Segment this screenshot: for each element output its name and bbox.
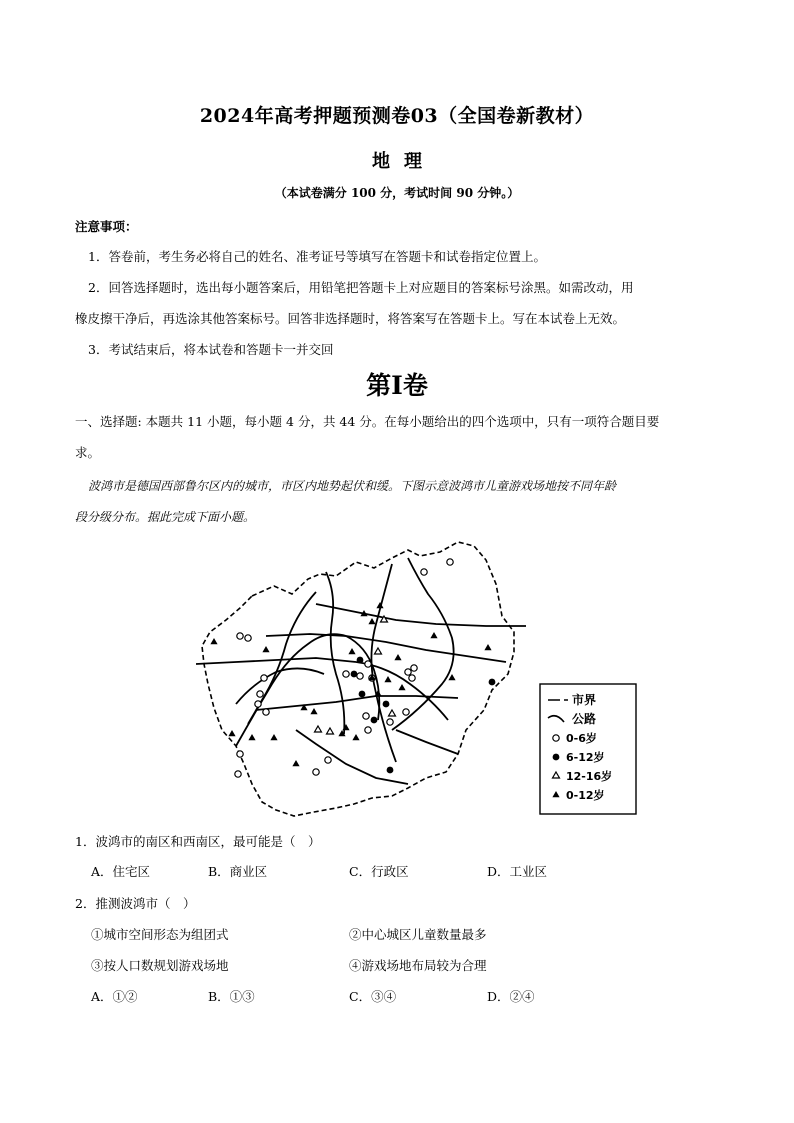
q1-option-d[interactable]: D．工业区	[487, 864, 548, 879]
marker-0-6	[357, 673, 363, 679]
marker-0-6	[447, 559, 453, 565]
marker-0-6	[387, 719, 393, 725]
marker-6-12	[359, 691, 366, 698]
marker-0-12	[228, 730, 235, 736]
section-instructions-cont: 求。	[75, 445, 101, 460]
marker-0-6	[409, 675, 415, 681]
marker-0-12	[384, 676, 391, 682]
marker-6-12	[371, 717, 378, 724]
marker-0-12	[352, 734, 359, 740]
marker-0-6	[405, 669, 411, 675]
marker-0-6	[313, 769, 319, 775]
marker-0-12	[248, 734, 255, 740]
marker-6-12	[383, 701, 390, 708]
q2-option-a[interactable]: A．①②	[91, 989, 138, 1004]
section-instructions: 一、选择题: 本题共 11 小题，每小题 4 分，共 44 分。在每小题给出的四个选项中，只有一项符合题目要	[75, 414, 660, 429]
markers-0-12	[210, 602, 491, 766]
marker-6-12	[357, 657, 364, 664]
legend-age-12-16: 12-16岁	[566, 770, 613, 783]
marker-0-6	[261, 675, 267, 681]
marker-0-12	[310, 708, 317, 714]
marker-0-6	[421, 569, 427, 575]
marker-0-6	[245, 635, 251, 641]
marker-0-6	[237, 751, 243, 757]
marker-0-6	[363, 713, 369, 719]
legend-city-boundary: 市界	[572, 693, 597, 707]
marker-0-6	[343, 671, 349, 677]
map-legend	[540, 684, 636, 814]
q2-statement-2: ②中心城区儿童数量最多	[349, 927, 487, 942]
legend-age-6-12: 6-12岁	[566, 751, 605, 764]
passage: 波鸿市是德国西部鲁尔区内的城市，市区内地势起伏和缓。下图示意波鸿市儿童游戏场地按不同年龄	[88, 479, 617, 493]
marker-0-12	[270, 734, 277, 740]
q2-statement-4: ④游戏场地布局较为合理	[349, 958, 487, 973]
question-2-stem: 2．推测波鸿市（ ）	[75, 896, 196, 911]
exam-info: （本试卷满分 100 分，考试时间 90 分钟。）	[274, 186, 520, 200]
legend-road: 公路	[572, 712, 597, 726]
marker-0-12	[368, 618, 375, 624]
q1-option-a[interactable]: A．住宅区	[91, 864, 151, 879]
subject-title: 地理	[372, 151, 436, 172]
notes-heading: 注意事项：	[75, 219, 138, 234]
question-1-stem: 1．波鸿市的南区和西南区，最可能是（ ）	[75, 834, 321, 849]
q2-statement-1: ①城市空间形态为组团式	[91, 927, 229, 942]
marker-12-16	[327, 728, 334, 734]
marker-0-6	[365, 661, 371, 667]
marker-0-6	[235, 771, 241, 777]
marker-0-6	[263, 709, 269, 715]
marker-0-6	[237, 633, 243, 639]
legend-6-12-symbol	[553, 754, 560, 761]
marker-0-12	[448, 674, 455, 680]
q1-option-b[interactable]: B．商业区	[208, 864, 268, 879]
exam-title: 2024年高考押题预测卷03（全国卷新教材）	[199, 105, 595, 127]
note-2: 2．回答选择题时，选出每小题答案后，用铅笔把答题卡上对应题目的答案标号涂黑。如需改动，用	[88, 280, 634, 295]
note-2-continued: 橡皮擦干净后，再选涂其他答案标号。回答非选择题时，将答案写在答题卡上。写在本试卷上无效。	[75, 311, 626, 326]
q2-option-c[interactable]: C．③④	[349, 989, 397, 1004]
marker-0-6	[411, 665, 417, 671]
q2-statement-3: ③按人口数规划游戏场地	[91, 958, 229, 973]
marker-6-12	[351, 671, 358, 678]
note-1: 1．答卷前，考生务必将自己的姓名、准考证号等填写在答题卡和试卷指定位置上。	[88, 249, 546, 264]
legend-0-6-symbol	[553, 735, 559, 741]
legend-age-0-6: 0-6岁	[566, 732, 597, 745]
q2-option-b[interactable]: B．①③	[208, 989, 255, 1004]
marker-12-16	[315, 726, 322, 732]
note-3: 3．考试结束后，将本试卷和答题卡一并交回	[88, 342, 334, 357]
marker-12-16	[389, 710, 396, 716]
marker-6-12	[387, 767, 394, 774]
marker-0-12	[210, 638, 217, 644]
markers-0-6	[235, 559, 453, 777]
marker-0-6	[257, 691, 263, 697]
marker-0-12	[262, 646, 269, 652]
marker-0-12	[348, 648, 355, 654]
marker-12-16	[375, 648, 382, 654]
marker-0-12	[430, 632, 437, 638]
marker-0-6	[365, 727, 371, 733]
marker-0-12	[484, 644, 491, 650]
bochum-playground-map	[196, 534, 646, 820]
marker-6-12	[489, 679, 496, 686]
marker-0-12	[398, 684, 405, 690]
marker-0-12	[292, 760, 299, 766]
marker-0-6	[255, 701, 261, 707]
roads	[196, 558, 526, 784]
volume-heading: 第Ⅰ卷	[366, 371, 428, 400]
q2-option-d[interactable]: D．②④	[487, 989, 535, 1004]
marker-0-6	[325, 757, 331, 763]
passage-cont: 段分级分布。据此完成下面小题。	[75, 510, 256, 524]
marker-0-6	[403, 709, 409, 715]
marker-0-12	[394, 654, 401, 660]
legend-age-0-12: 0-12岁	[566, 789, 605, 802]
q1-option-c[interactable]: C．行政区	[349, 864, 409, 879]
